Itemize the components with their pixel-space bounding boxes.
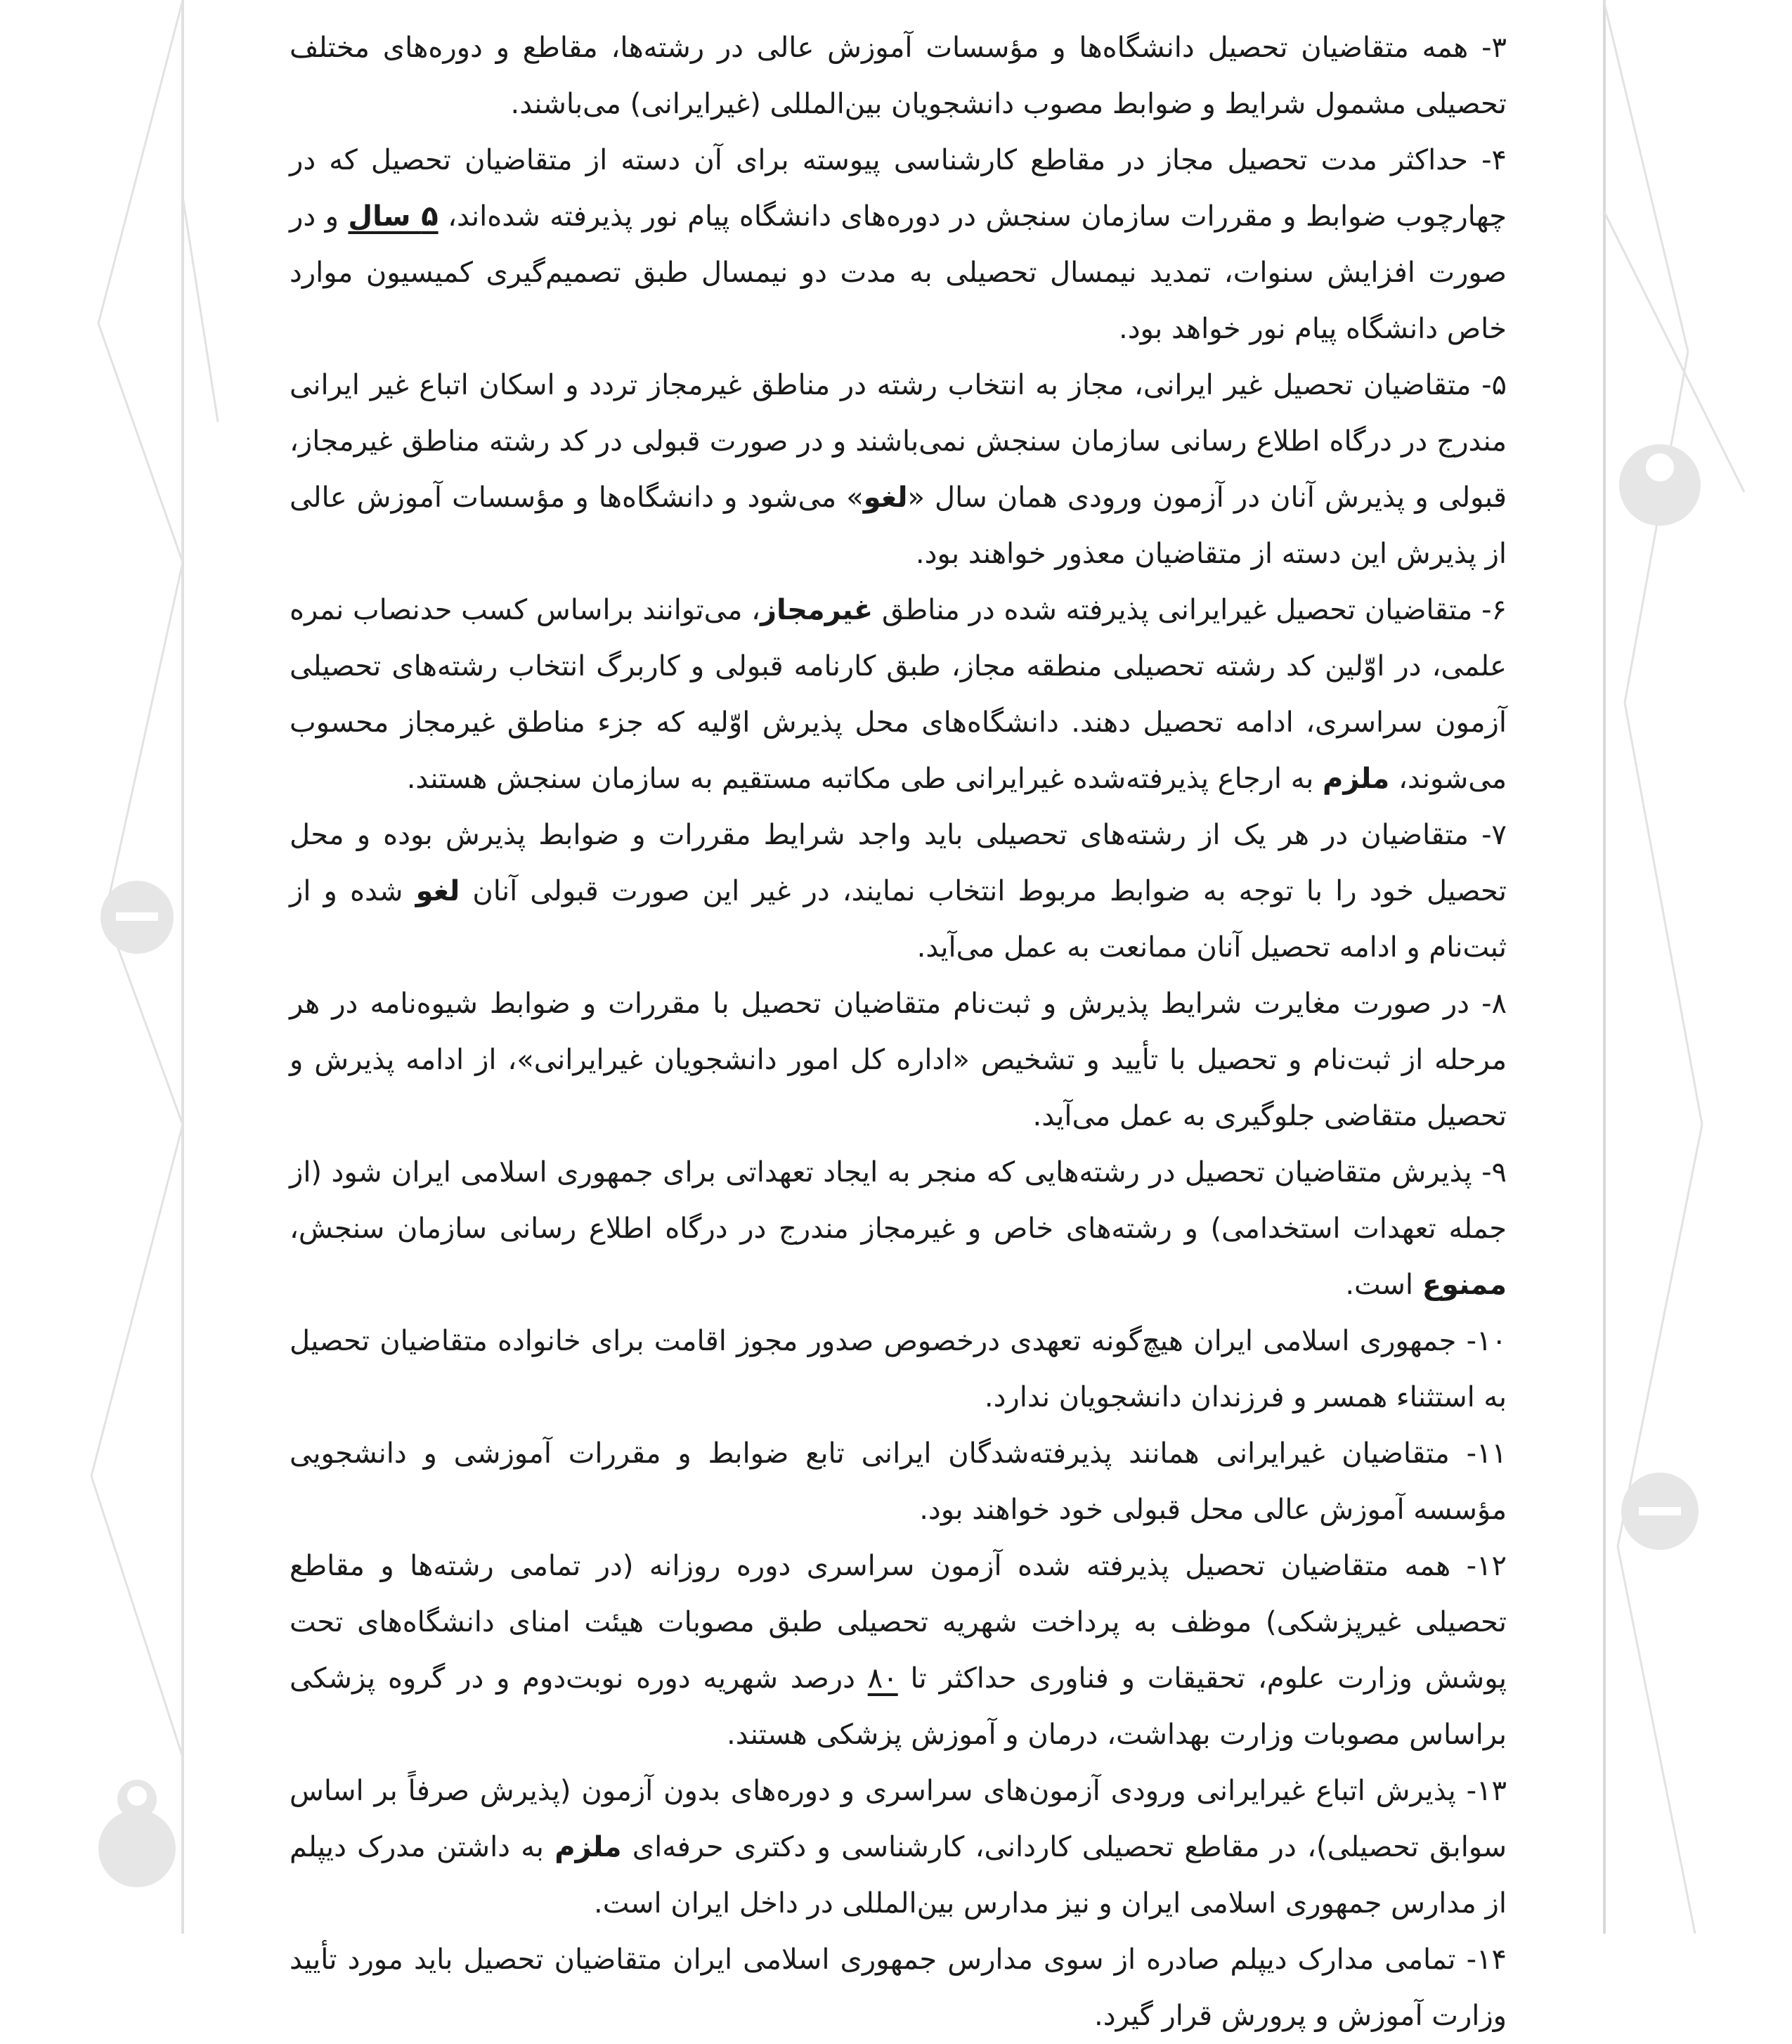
paragraph-13-text-b: به داشتن مدرک دیپلم از مدارس جمهوری اسلامی ایران و نیز مدارس بین‌المللی در داخل ایران است. [290,1831,1507,1920]
paragraph-6-emphasis-unauthorized: غیرمجاز [760,594,874,626]
paragraph-item-4 [290,132,1507,357]
paragraph-item-13 [290,1763,1507,1932]
paragraph-7-text-a: ۷- متقاضیان در هر یک از رشته‌های تحصیلی باید واجد شرایط مقررات و ضوابط پذیرش بوده و محل تحصیل خود را با توجه به ضوابط مربوط انتخاب نمایند، در غیر این صورت قبولی آنان [290,819,1507,907]
paragraph-7-emphasis-cancel: لغو [415,875,460,907]
paragraph-4-emphasis-five-years: ۵ سال [348,200,439,233]
paragraph-6-text-b: ، می‌توانند براساس کسب حدنصاب نمره علمی، در اوّلین کد رشته تحصیلی منطقه مجاز، طبق کارنامه قبولی و کاربرگ انتخاب رشته‌های تحصیلی آزمون سراسری، ادامه تحصیل دهند. دانشگاه‌های محل پذیرش اوّلیه که جزء مناطق غیرمجاز محسوب می‌شوند، [290,594,1507,795]
paragraph-8-text: ۸- در صورت مغایرت شرایط پذیرش و ثبت‌نام متقاضیان تحصیل با مقررات و ضوابط شیوه‌نامه در هر مرحله از ثبت‌نام و تحصیل با تأیید و تشخیص «اداره کل امور دانشجویان غیرایرانی»، از ادامه پذیرش و تحصیل متقاضی جلوگیری به عمل می‌آید. [290,988,1507,1132]
paragraph-9-emphasis-forbidden: ممنوع [1422,1269,1507,1301]
paragraph-item-11 [290,1425,1507,1538]
paragraph-item-8 [290,976,1507,1144]
paragraph-item-14 [290,1932,1507,2044]
paragraph-item-6 [290,582,1507,807]
paragraph-7-text-b: شده و از ثبت‌نام و ادامه تحصیل آنان ممانعت به عمل می‌آید. [290,875,1507,964]
paragraph-4-text-b: و در صورت افزایش سنوات، تمدید نیمسال تحصیلی به مدت دو نیمسال طبق تصمیم‌گیری کمیسیون موارد خاص دانشگاه پیام نور خواهد بود. [290,200,1507,345]
paragraph-12-text-a: ۱۲- همه متقاضیان تحصیل پذیرفته شده آزمون سراسری دوره روزانه (در تمامی رشته‌ها و مقاطع تحصیلی غیرپزشکی) موظف به پرداخت شهریه تحصیلی طبق مصوبات هیئت امنای دانشگاه‌های تحت پوشش وزارت علوم، تحقیقات و فناوری حداکثر تا [290,1550,1507,1695]
paragraph-item-10 [290,1313,1507,1425]
paragraph-11-text: ۱۱- متقاضیان غیرایرانی همانند پذیرفته‌شدگان ایرانی تابع ضوابط و مقررات آموزشی و دانشجویی مؤسسه آموزش عالی محل قبولی خود خواهند بود. [290,1437,1507,1526]
paragraph-6-emphasis-obliged: ملزم [1323,763,1390,795]
right-watermark-pattern [1604,0,1758,1934]
paragraph-4-text-a: ۴- حداکثر مدت تحصیل مجاز در مقاطع کارشناسی پیوسته برای آن دسته از متقاضیان تحصیل که در چهارچوب ضوابط و مقررات سازمان سنجش در دوره‌های دانشگاه پیام نور پذیرفته شده‌اند، [290,144,1507,233]
paragraph-item-7 [290,807,1507,976]
paragraph-12-emphasis-percent: ۸۰ [867,1662,898,1695]
paragraph-9-text-a: ۹- پذیرش متقاضیان تحصیل در رشته‌هایی که منجر به ایجاد تعهداتی برای جمهوری اسلامی ایران شود (از جمله تعهدات استخدامی) و رشته‌های خاص و غیرمجاز مندرج در درگاه اطلاع رسانی سازمان سنجش، [290,1156,1507,1245]
paragraph-12-text-b: درصد شهریه دوره نوبت‌دوم و در گروه پزشکی براساس مصوبات وزارت بهداشت، درمان و آموزش پزشکی هستند. [290,1662,1507,1751]
left-watermark-pattern [77,0,232,1934]
paragraph-3-text: ۳- همه متقاضیان تحصیل دانشگاه‌ها و مؤسسات آموزش عالی در رشته‌ها، مقاطع و دوره‌های مختلف تحصیلی مشمول شرایط و ضوابط مصوب دانشجویان بین‌المللی (غیرایرانی) می‌باشند. [290,32,1507,120]
paragraph-9-text-b: است. [1345,1269,1422,1301]
paragraph-item-3 [290,20,1507,132]
paragraph-item-5 [290,357,1507,582]
paragraph-item-9 [290,1144,1507,1313]
paragraph-13-emphasis-obliged: ملزم [554,1831,622,1863]
paragraph-item-12 [290,1538,1507,1763]
paragraph-5-emphasis-cancel: لغو [863,481,908,514]
paragraph-6-text-a: ۶- متقاضیان تحصیل غیرایرانی پذیرفته شده در مناطق [873,594,1507,626]
paragraph-13-text-a: ۱۳- پذیرش اتباع غیرایرانی ورودی آزمون‌های سراسری و دوره‌های بدون آزمون (پذیرش صرفاً بر اساس سوابق تحصیلی)، در مقاطع تحصیلی کاردانی، کارشناسی و دکتری حرفه‌ای [290,1775,1507,1863]
paragraph-5-text-b: » می‌شود و دانشگاه‌ها و مؤسسات آموزش عالی از پذیرش این دسته از متقاضیان معذور خواهند بود. [290,481,1507,570]
paragraph-6-text-c: به ارجاع پذیرفته‌شده غیرایرانی طی مکاتبه مستقیم به سازمان سنجش هستند. [406,763,1323,795]
paragraph-5-text-a: ۵- متقاضیان تحصیل غیر ایرانی، مجاز به انتخاب رشته در مناطق غیرمجاز تردد و اسکان اتباع غیر ایرانی مندرج در درگاه اطلاع رسانی سازمان سنجش نمی‌باشند و در صورت قبولی در کد رشته مناطق غیرمجاز، قبولی و پذیرش آنان در آزمون ورودی همان سال « [290,369,1507,514]
paragraph-14-text: ۱۴- تمامی مدارک دیپلم صادره از سوی مدارس جمهوری اسلامی ایران متقاضیان تحصیل باید مورد تأیید وزارت آموزش و پرورش قرار گیرد. [290,1943,1507,2032]
document-body [290,20,1507,2044]
paragraph-10-text: ۱۰- جمهوری اسلامی ایران هیچ‌گونه تعهدی درخصوص صدور مجوز اقامت برای خانواده متقاضیان تحصیل به استثناء همسر و فرزندان دانشجویان ندارد. [290,1325,1507,1414]
